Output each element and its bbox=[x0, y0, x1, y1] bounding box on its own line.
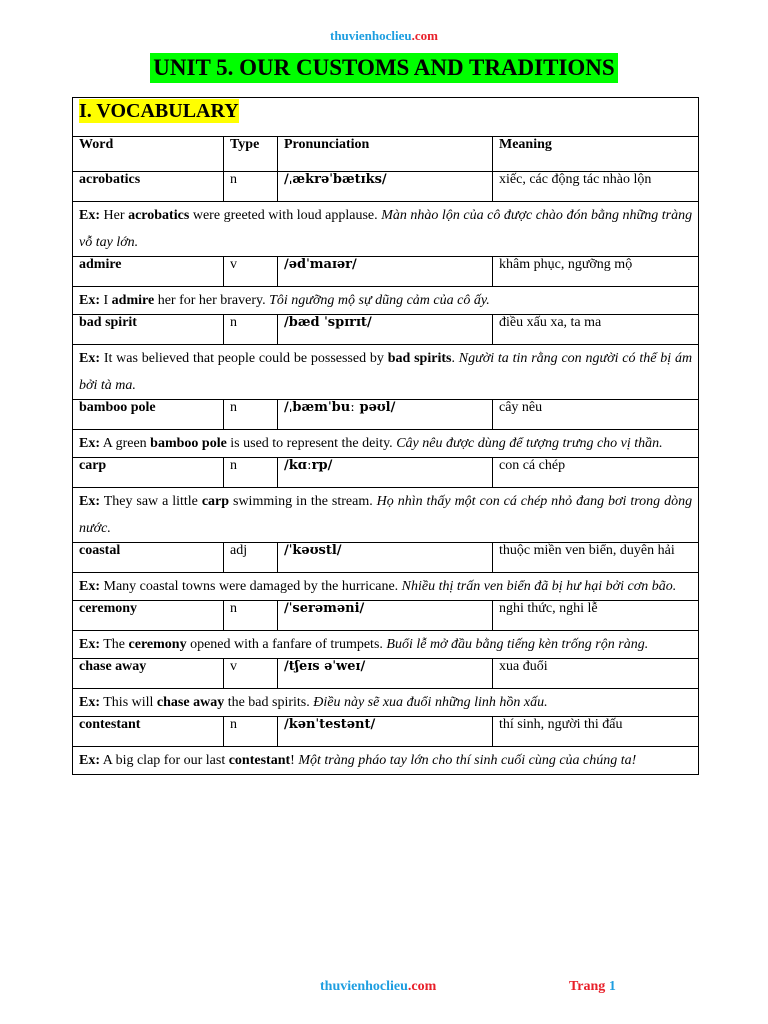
meaning-cell: thuộc miền ven biển, duyên hải bbox=[493, 543, 699, 573]
example-text: A green bbox=[102, 436, 147, 451]
page-num: 1 bbox=[608, 979, 616, 994]
example-translation: Buổi lễ mở đầu bằng tiếng kèn trống rộn ràng. bbox=[386, 637, 649, 652]
word-cell: contestant bbox=[73, 717, 224, 747]
example-row bbox=[73, 202, 699, 257]
type-cell: v bbox=[224, 257, 278, 287]
example-text: Her bbox=[103, 208, 125, 223]
pronunciation-cell: /ˌækrəˈbætɪks/ bbox=[278, 172, 493, 202]
example-text-end: . bbox=[451, 351, 455, 366]
vocabulary-table bbox=[72, 97, 699, 775]
example-label: Ex: bbox=[79, 494, 100, 509]
example-text-end: the bad spirits. bbox=[227, 695, 310, 710]
meaning-cell: con cá chép bbox=[493, 458, 699, 488]
meaning-cell: thí sinh, người thi đấu bbox=[493, 717, 699, 747]
example-translation: Tôi ngưỡng mộ sự dũng cảm của cô ấy. bbox=[269, 293, 490, 308]
example-keyword: bamboo pole bbox=[150, 436, 227, 451]
site-header[interactable] bbox=[0, 28, 768, 44]
example-cell bbox=[73, 573, 699, 601]
section-title: I. VOCABULARY bbox=[79, 100, 239, 122]
word-cell: coastal bbox=[73, 543, 224, 573]
example-label: Ex: bbox=[79, 637, 100, 652]
example-cell bbox=[73, 430, 699, 458]
meaning-cell: xiếc, các động tác nhào lộn bbox=[493, 172, 699, 202]
example-cell bbox=[73, 747, 699, 775]
pronunciation-cell: /ədˈmaɪər/ bbox=[278, 257, 493, 287]
type-cell: v bbox=[224, 659, 278, 689]
example-keyword: acrobatics bbox=[128, 208, 190, 223]
example-translation: Nhiều thị trấn ven biển đã bị hư hại bởi cơn bão. bbox=[401, 579, 677, 594]
page-number bbox=[569, 979, 616, 995]
example-cell bbox=[73, 631, 699, 659]
example-text-end: is used to represent the deity. bbox=[230, 436, 393, 451]
word-cell: bamboo pole bbox=[73, 400, 224, 430]
example-text: Many coastal towns were damaged by the hurricane. bbox=[103, 579, 399, 594]
pronunciation-cell: /ˌbæmˈbuː pəʊl/ bbox=[278, 400, 493, 430]
type-cell: adj bbox=[224, 543, 278, 573]
example-cell bbox=[73, 202, 699, 257]
site-domain: .com bbox=[411, 28, 438, 43]
footer-site-domain: .com bbox=[407, 979, 437, 994]
example-text-end: her for her bravery. bbox=[157, 293, 266, 308]
type-cell: n bbox=[224, 458, 278, 488]
example-text: They saw a little bbox=[103, 494, 198, 509]
example-text-end: swimming in the stream. bbox=[233, 494, 373, 509]
table-row bbox=[73, 543, 699, 573]
example-text: A big clap for our last bbox=[102, 753, 226, 768]
table-row bbox=[73, 257, 699, 287]
example-text-end: were greeted with loud applause. bbox=[192, 208, 378, 223]
example-translation: Điều này sẽ xua đuổi những linh hồn xấu. bbox=[313, 695, 548, 710]
example-cell bbox=[73, 287, 699, 315]
table-row bbox=[73, 717, 699, 747]
type-cell: n bbox=[224, 601, 278, 631]
word-cell: ceremony bbox=[73, 601, 224, 631]
word-cell: acrobatics bbox=[73, 172, 224, 202]
type-cell: n bbox=[224, 315, 278, 345]
section-cell bbox=[73, 98, 699, 137]
word-cell: chase away bbox=[73, 659, 224, 689]
example-cell bbox=[73, 345, 699, 400]
example-row bbox=[73, 689, 699, 717]
unit-title: UNIT 5. OUR CUSTOMS AND TRADITIONS bbox=[150, 53, 617, 83]
example-label: Ex: bbox=[79, 753, 100, 768]
table-row bbox=[73, 601, 699, 631]
example-row bbox=[73, 747, 699, 775]
meaning-cell: xua đuổi bbox=[493, 659, 699, 689]
example-row bbox=[73, 631, 699, 659]
example-translation: Họ nhìn thấy một con cá chép nhỏ đang bơi trong dòng nước. bbox=[79, 494, 693, 536]
example-keyword: bad spirits bbox=[387, 351, 452, 366]
example-keyword: chase away bbox=[156, 695, 225, 710]
type-cell: n bbox=[224, 717, 278, 747]
meaning-cell: điều xấu xa, ta ma bbox=[493, 315, 699, 345]
column-header-type: Type bbox=[224, 137, 278, 172]
footer-site-name: thuvienhoclieu bbox=[320, 979, 408, 994]
word-cell: carp bbox=[73, 458, 224, 488]
pronunciation-cell: /kənˈtestənt/ bbox=[278, 717, 493, 747]
example-text-end: opened with a fanfare of trumpets. bbox=[190, 637, 383, 652]
example-text: I bbox=[103, 293, 109, 308]
table-header-row bbox=[73, 137, 699, 172]
example-label: Ex: bbox=[79, 695, 100, 710]
example-keyword: admire bbox=[111, 293, 155, 308]
column-header-meaning: Meaning bbox=[493, 137, 699, 172]
footer-site[interactable] bbox=[320, 979, 436, 995]
example-text: The bbox=[103, 637, 126, 652]
example-translation: Người ta tin rằng con người có thể bị ám bởi tà ma. bbox=[79, 351, 693, 393]
meaning-cell: cây nêu bbox=[493, 400, 699, 430]
example-label: Ex: bbox=[79, 293, 100, 308]
example-translation: Màn nhào lộn của cô được chào đón bằng những tràng vỗ tay lớn. bbox=[79, 208, 693, 250]
table-row bbox=[73, 659, 699, 689]
example-row bbox=[73, 488, 699, 543]
site-name: thuvienhoclieu bbox=[330, 28, 412, 43]
pronunciation-cell: /kɑːrp/ bbox=[278, 458, 493, 488]
page-label: Trang bbox=[569, 979, 606, 994]
example-keyword: carp bbox=[201, 494, 230, 509]
column-header-pronunciation: Pronunciation bbox=[278, 137, 493, 172]
example-keyword: ceremony bbox=[128, 637, 187, 652]
example-row bbox=[73, 287, 699, 315]
pronunciation-cell: /tʃeɪs əˈweɪ/ bbox=[278, 659, 493, 689]
type-cell: n bbox=[224, 172, 278, 202]
example-label: Ex: bbox=[79, 436, 100, 451]
example-cell bbox=[73, 689, 699, 717]
table-row bbox=[73, 315, 699, 345]
example-cell bbox=[73, 488, 699, 543]
type-cell: n bbox=[224, 400, 278, 430]
column-header-word: Word bbox=[73, 137, 224, 172]
meaning-cell: khâm phục, ngưỡng mộ bbox=[493, 257, 699, 287]
table-row bbox=[73, 458, 699, 488]
example-row bbox=[73, 573, 699, 601]
example-row bbox=[73, 345, 699, 400]
example-text: This will bbox=[103, 695, 154, 710]
example-translation: Cây nêu được dùng để tượng trưng cho vị thần. bbox=[396, 436, 663, 451]
table-row bbox=[73, 400, 699, 430]
pronunciation-cell: /ˈserəməni/ bbox=[278, 601, 493, 631]
example-row bbox=[73, 430, 699, 458]
example-label: Ex: bbox=[79, 351, 100, 366]
example-text-end: ! bbox=[290, 753, 295, 768]
example-label: Ex: bbox=[79, 208, 100, 223]
example-label: Ex: bbox=[79, 579, 100, 594]
meaning-cell: nghi thức, nghi lễ bbox=[493, 601, 699, 631]
word-cell: admire bbox=[73, 257, 224, 287]
pronunciation-cell: /ˈkəʊstl/ bbox=[278, 543, 493, 573]
word-cell: bad spirit bbox=[73, 315, 224, 345]
example-translation: Một tràng pháo tay lớn cho thí sinh cuối cùng của chúng ta! bbox=[298, 753, 637, 768]
table-row bbox=[73, 172, 699, 202]
example-text: It was believed that people could be possessed by bbox=[103, 351, 384, 366]
example-keyword: contestant bbox=[228, 753, 291, 768]
pronunciation-cell: /bæd ˈspɪrɪt/ bbox=[278, 315, 493, 345]
